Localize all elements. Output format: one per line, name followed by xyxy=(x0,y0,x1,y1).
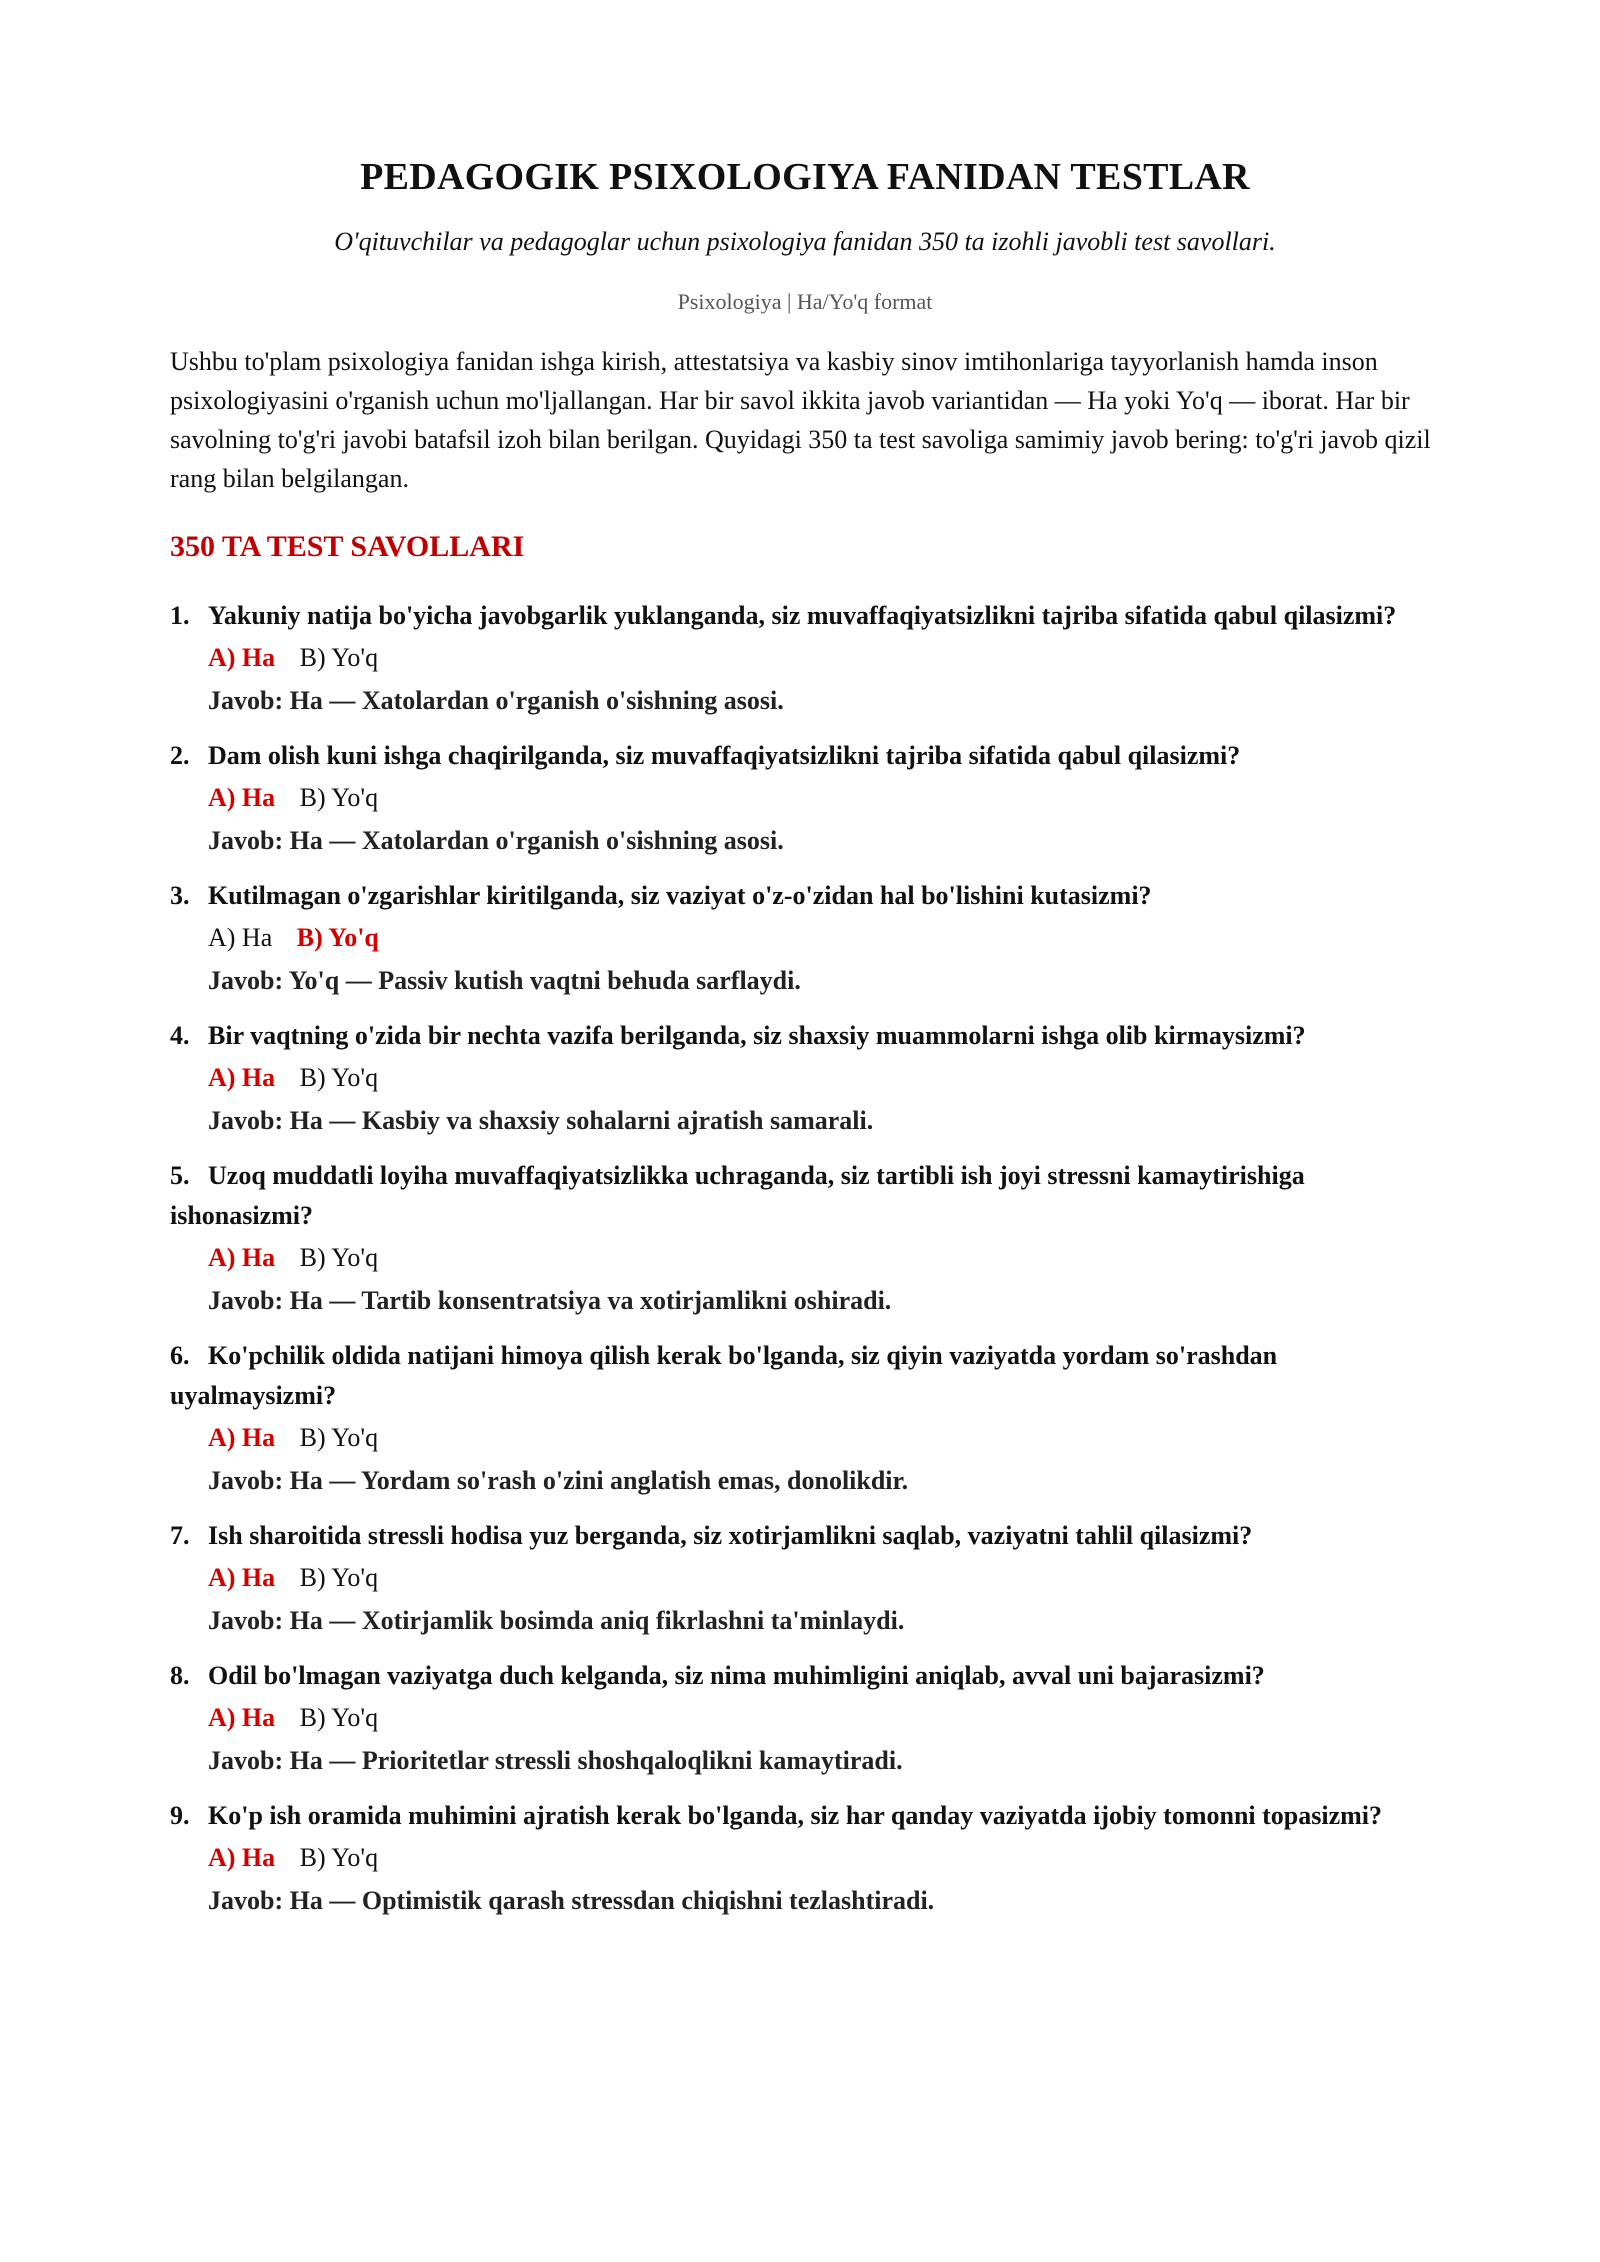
question-body: Odil bo'lmagan vaziyatga duch kelganda, siz nima muhimligini aniqlab, avval uni bajarasizmi? xyxy=(208,1661,1265,1690)
document-subtitle: O'qituvchilar va pedagoglar uchun psixologiya fanidan 350 ta izohli javobli test savollari. xyxy=(334,227,1276,256)
answer-options xyxy=(208,1838,1440,1878)
section-heading: 350 TA TEST SAVOLLARI xyxy=(170,530,525,563)
option-a[interactable]: A) Ha xyxy=(208,783,276,812)
option-a[interactable]: A) Ha xyxy=(208,1843,276,1872)
option-a[interactable]: A) Ha xyxy=(208,923,273,952)
question-number: 1. xyxy=(170,601,190,630)
answer-options xyxy=(208,1698,1440,1738)
question-text xyxy=(170,736,1440,776)
option-b[interactable]: B) Yo'q xyxy=(296,923,379,952)
option-b[interactable]: B) Yo'q xyxy=(299,1423,379,1452)
question-list xyxy=(170,596,1440,1921)
option-a[interactable]: A) Ha xyxy=(208,1423,276,1452)
option-b[interactable]: B) Yo'q xyxy=(299,1843,379,1872)
option-b[interactable]: B) Yo'q xyxy=(299,1243,379,1272)
question-text xyxy=(170,596,1440,636)
question-text xyxy=(170,1156,1440,1236)
answer-options xyxy=(208,1058,1440,1098)
answer-options xyxy=(208,1418,1440,1458)
question-number: 7. xyxy=(170,1521,190,1550)
question-item xyxy=(170,1656,1440,1781)
question-item xyxy=(170,1516,1440,1641)
question-body: Bir vaqtning o'zida bir nechta vazifa berilganda, siz shaxsiy muammolarni ishga olib kirmaysizmi? xyxy=(208,1021,1306,1050)
answer-options xyxy=(208,918,1440,958)
question-item xyxy=(170,1796,1440,1921)
option-b[interactable]: B) Yo'q xyxy=(299,1563,379,1592)
question-body: Ko'p ish oramida muhimini ajratish kerak bo'lganda, siz har qanday vaziyatda ijobiy tomonni topasizmi? xyxy=(208,1801,1383,1830)
question-number: 6. xyxy=(170,1341,190,1370)
question-text xyxy=(170,876,1440,916)
answer-options xyxy=(208,1558,1440,1598)
document-meta: Psixologiya | Ha/Yo'q format xyxy=(677,289,933,314)
option-b[interactable]: B) Yo'q xyxy=(299,1063,379,1092)
answer-options xyxy=(208,638,1440,678)
document-intro: Ushbu to'plam psixologiya fanidan ishga kirish, attestatsiya va kasbiy sinov imtihonlariga tayyorlanish hamda inson psixologiyasini o'rganish uchun mo'ljallangan. Har bir savol ikkita javob variantidan — Ha yoki Yo'q — iborat. Har bir savolning to'g'ri javobi batafsil izoh bilan berilgan. Quyidagi 350 ta test savoliga samimiy javob bering: to'g'ri javob qizil rang bilan belgilangan. xyxy=(170,347,1431,493)
question-number: 4. xyxy=(170,1021,190,1050)
answer-options xyxy=(208,778,1440,818)
answer-options xyxy=(208,1238,1440,1278)
question-body: Uzoq muddatli loyiha muvaffaqiyatsizlikka uchraganda, siz tartibli ish joyi stressni kamaytirishiga ishonasizmi? xyxy=(170,1161,1305,1230)
option-a[interactable]: A) Ha xyxy=(208,1243,276,1272)
option-b[interactable]: B) Yo'q xyxy=(299,783,379,812)
question-number: 9. xyxy=(170,1801,190,1830)
question-body: Ko'pchilik oldida natijani himoya qilish kerak bo'lganda, siz qiyin vaziyatda yordam so'rashdan uyalmaysizmi? xyxy=(170,1341,1278,1410)
question-number: 2. xyxy=(170,741,190,770)
answer-explanation: Javob: Ha — Xotirjamlik bosimda aniq fikrlashni ta'minlaydi. xyxy=(208,1606,905,1635)
option-a[interactable]: A) Ha xyxy=(208,1703,276,1732)
question-text xyxy=(170,1796,1440,1836)
question-text xyxy=(170,1016,1440,1056)
option-a[interactable]: A) Ha xyxy=(208,1563,276,1592)
question-number: 3. xyxy=(170,881,190,910)
question-number: 8. xyxy=(170,1661,190,1690)
question-text xyxy=(170,1336,1440,1416)
question-text xyxy=(170,1656,1440,1696)
option-a[interactable]: A) Ha xyxy=(208,643,276,672)
answer-explanation: Javob: Ha — Optimistik qarash stressdan chiqishni tezlashtiradi. xyxy=(208,1886,935,1915)
question-number: 5. xyxy=(170,1161,190,1190)
question-item xyxy=(170,1156,1440,1321)
question-item xyxy=(170,596,1440,721)
question-item xyxy=(170,876,1440,1001)
document-title: PEDAGOGIK PSIXOLOGIYA FANIDAN TESTLAR xyxy=(360,156,1250,198)
question-body: Dam olish kuni ishga chaqirilganda, siz muvaffaqiyatsizlikni tajriba sifatida qabul qilasizmi? xyxy=(208,741,1241,770)
option-a[interactable]: A) Ha xyxy=(208,1063,276,1092)
question-item xyxy=(170,1336,1440,1501)
question-item xyxy=(170,736,1440,861)
option-b[interactable]: B) Yo'q xyxy=(299,1703,379,1732)
answer-explanation: Javob: Yo'q — Passiv kutish vaqtni behuda sarflaydi. xyxy=(208,966,801,995)
question-text xyxy=(170,1516,1440,1556)
question-item xyxy=(170,1016,1440,1141)
answer-explanation: Javob: Ha — Xatolardan o'rganish o'sishning asosi. xyxy=(208,686,784,715)
question-body: Ish sharoitida stressli hodisa yuz berganda, siz xotirjamlikni saqlab, vaziyatni tahlil qilasizmi? xyxy=(208,1521,1253,1550)
answer-explanation: Javob: Ha — Prioritetlar stressli shoshqaloqlikni kamaytiradi. xyxy=(208,1746,903,1775)
option-b[interactable]: B) Yo'q xyxy=(299,643,379,672)
question-body: Yakuniy natija bo'yicha javobgarlik yuklanganda, siz muvaffaqiyatsizlikni tajriba sifatida qabul qilasizmi? xyxy=(208,601,1397,630)
question-body: Kutilmagan o'zgarishlar kiritilganda, siz vaziyat o'z-o'zidan hal bo'lishini kutasizmi? xyxy=(208,881,1152,910)
answer-explanation: Javob: Ha — Kasbiy va shaxsiy sohalarni ajratish samarali. xyxy=(208,1106,874,1135)
answer-explanation: Javob: Ha — Yordam so'rash o'zini anglatish emas, donolikdir. xyxy=(208,1466,909,1495)
answer-explanation: Javob: Ha — Xatolardan o'rganish o'sishning asosi. xyxy=(208,826,784,855)
answer-explanation: Javob: Ha — Tartib konsentratsiya va xotirjamlikni oshiradi. xyxy=(208,1286,892,1315)
